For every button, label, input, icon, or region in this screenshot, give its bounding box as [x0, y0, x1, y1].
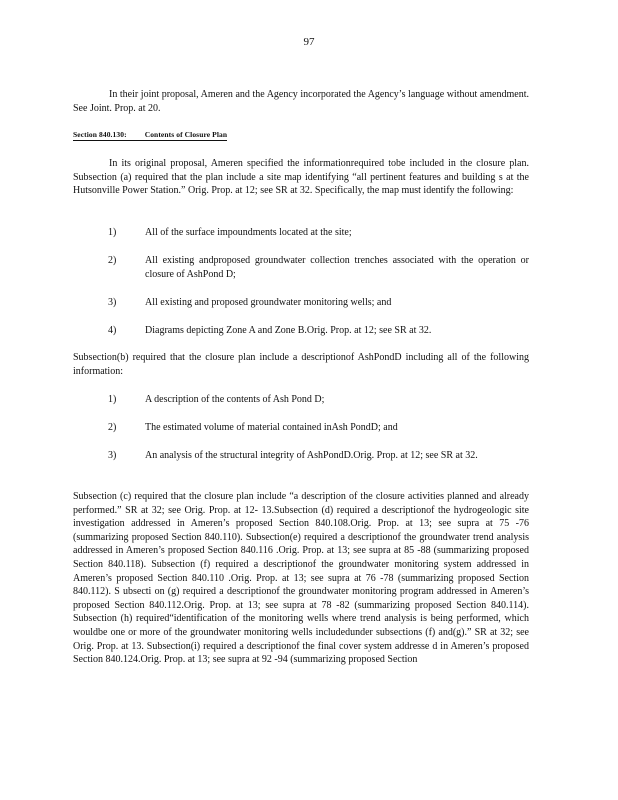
paragraph-subsection-b: Subsection(b) required that the closure plan include a descriptionof AshPondD including all of the following information: — [73, 352, 529, 377]
paragraph-original-proposal: In its original proposal, Ameren specified the informationrequired tobe included in the closure plan. Subsection (a) required that the plan include a site map identifying “all pertinent features and building s at the Hutsonville Power Station.” Orig. Prop. at 12; see SR at 32. Specifically, the map must identify the following: — [73, 158, 529, 197]
page-number: 97 — [303, 36, 315, 48]
list-item-number: 1) — [108, 227, 117, 238]
list-item-number: 2) — [108, 255, 117, 266]
list-item-text: All existing andproposed groundwater collection trenches associated with the operation or closure of AshPond D; — [145, 255, 529, 280]
list-item-text: An analysis of the structural integrity of AshPondD.Orig. Prop. at 12; see SR at 32. — [145, 450, 478, 461]
section-heading — [73, 130, 227, 141]
list-item-text: All existing and proposed groundwater monitoring wells; and — [145, 297, 392, 308]
paragraph-subsections-c-through-i: Subsection (c) required that the closure plan include “a description of the closure activities planned and already performed.” SR at 32; see Orig. Prop. at 12- 13.Subsection (d) required a descriptionof the hydrogeologic site investigation addressed in Ameren’s proposed Section 840.108.Orig. Prop. at 13; see supra at 75 -76 (summarizing proposed Section 840.110). Subsection(e) required a descriptionof the groundwater trend analysis addressed in Ameren’s proposed Section 840.116 .Orig. Prop. at 13; see supra at 85 -88 (summarizing proposed Section 840.118). Subsection (f) required a descriptionof the groundwater monitoring system addressed in Ameren’s proposed Section 840.110 .Orig. Prop. at 13; see supra at 76 -78 (summarizing proposed Section 840.112). S ubsecti on (g) required a descriptionof the groundwater monitoring program addressed in Ameren’s proposed Section 840.112.Orig. Prop. at 13; see supra at 78 -82 (summarizing proposed Section 840.114). Subsection (h) required“identification of the monitoring wells where trend analysis is being performed, which wouldbe one or more of the groundwater monitoring wells includedunder subsections (f) and(g).” SR at 32; see Orig. Prop. at 13. Subsection(i) required a descriptionof the final cover system addresse d in Ameren’s proposed Section 840.124.Orig. Prop. at 13; see supra at 92 -94 (summarizing proposed Section — [73, 491, 529, 666]
section-title: Contents of Closure Plan — [144, 130, 228, 139]
list-item-number: 3) — [108, 450, 117, 461]
list-item-text: The estimated volume of material contained inAsh PondD; and — [145, 422, 398, 433]
list-item-text: A description of the contents of Ash Pond D; — [145, 394, 325, 405]
section-number: Section 840.130: — [73, 130, 127, 139]
list-item-text: Diagrams depicting Zone A and Zone B.Orig. Prop. at 12; see SR at 32. — [145, 325, 432, 336]
list-item-number: 3) — [108, 297, 117, 308]
list-item-text: All of the surface impoundments located at the site; — [145, 227, 352, 238]
paragraph-joint-proposal: In their joint proposal, Ameren and the Agency incorporated the Agency’s language without amendment. See Joint. Prop. at 20. — [73, 89, 529, 114]
list-item-number: 1) — [108, 394, 117, 405]
list-item-number: 4) — [108, 325, 117, 336]
list-item-number: 2) — [108, 422, 117, 433]
